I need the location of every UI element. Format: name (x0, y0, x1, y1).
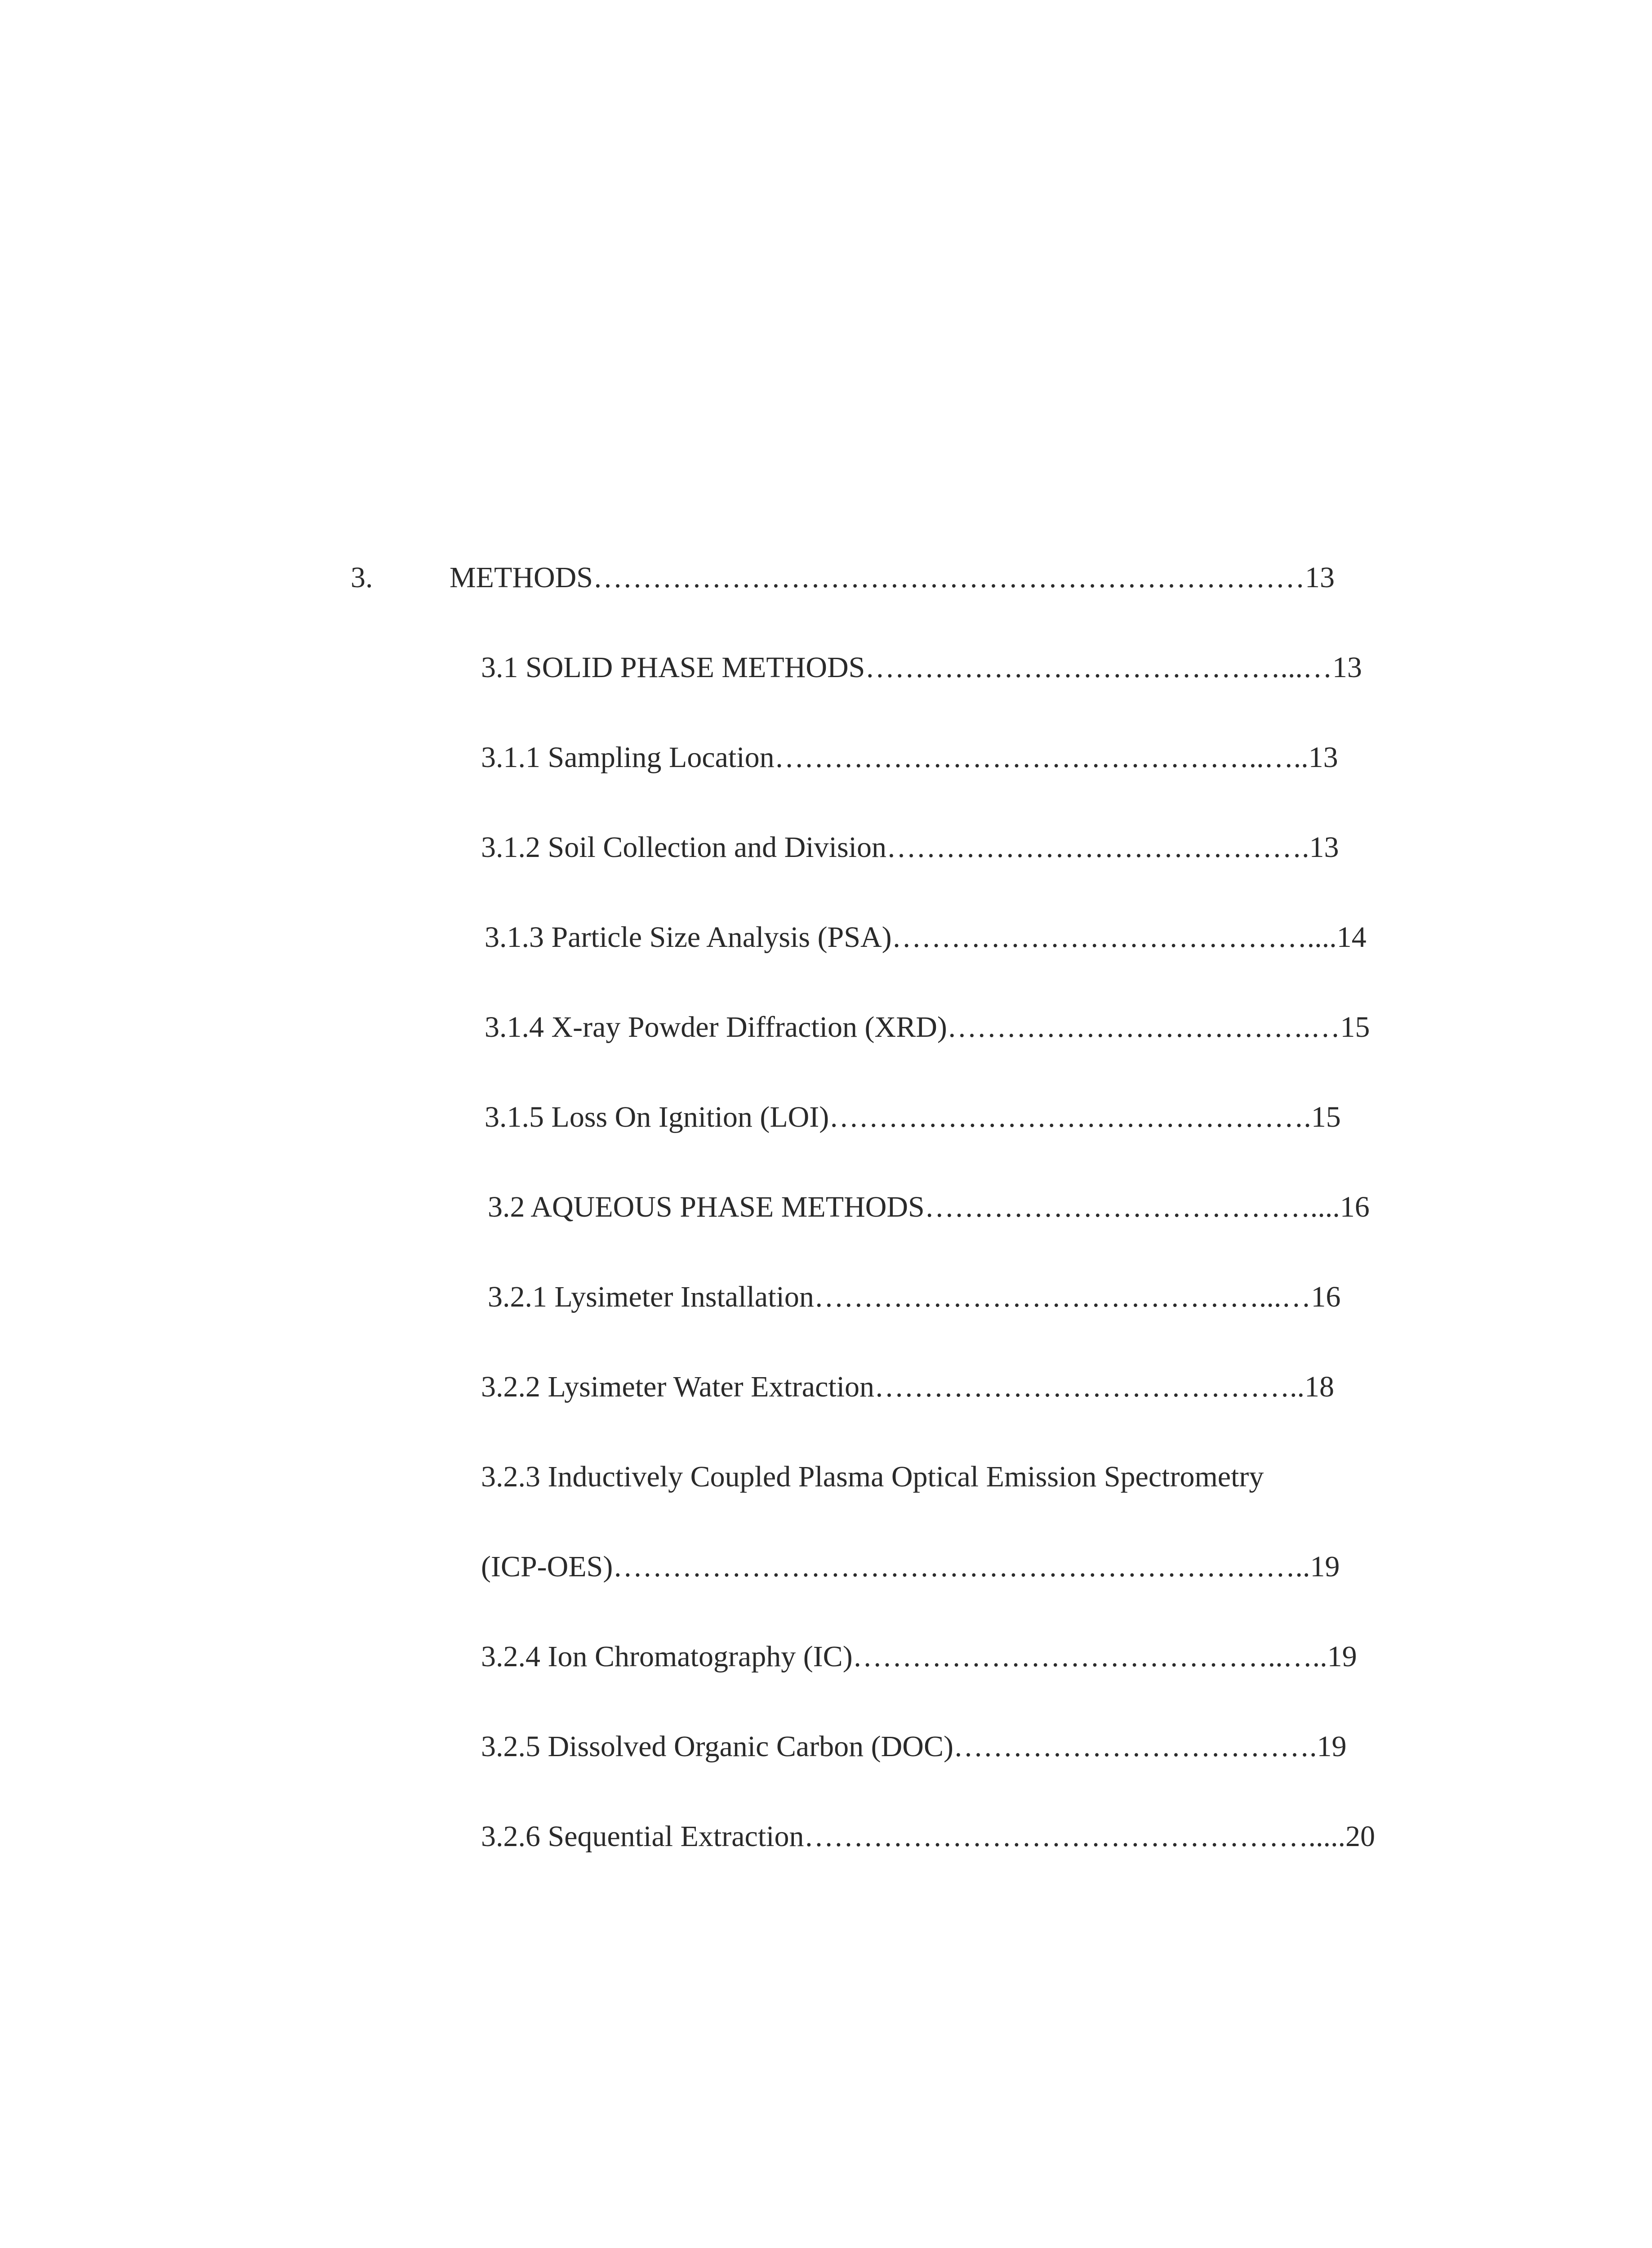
toc-chapter-title: METHODS………………………………………………………………13 (450, 561, 1335, 594)
toc-entry: 3.2.6 Sequential Extraction…………………………………………….....20 (481, 1820, 1375, 1853)
toc-entry: (ICP-OES)……………………………………………………………..19 (481, 1550, 1340, 1583)
toc-entry: 3.2.4 Ion Chromatography (IC)……………………………………..…..19 (481, 1640, 1357, 1673)
toc-entry: 3.1.1 Sampling Location…………………………………………..…..13 (481, 741, 1338, 774)
toc-entry: 3.2.1 Lysimeter Installation………………………………………...…16 (488, 1280, 1341, 1313)
toc-entry: 3.1.2 Soil Collection and Division…………………………………….13 (481, 831, 1339, 864)
toc-entry: 3.1 SOLID PHASE METHODS……………………………………...…13 (481, 651, 1362, 684)
toc-entry: 3.1.5 Loss On Ignition (LOI)………………………………………….15 (485, 1101, 1341, 1133)
toc-chapter-number: 3. (351, 561, 373, 594)
toc-entry: 3.1.4 X-ray Powder Diffraction (XRD)……………………………….…15 (485, 1011, 1370, 1044)
toc-entry: 3.2.3 Inductively Coupled Plasma Optical Emission Spectrometry (481, 1460, 1264, 1493)
toc-entry: 3.2 AQUEOUS PHASE METHODS…………………………………....16 (488, 1191, 1370, 1223)
toc-entry: 3.2.5 Dissolved Organic Carbon (DOC)……………………………….19 (481, 1730, 1347, 1763)
toc-entry: 3.2.2 Lysimeter Water Extraction……………………………………..18 (481, 1370, 1335, 1403)
toc-entry: 3.1.3 Particle Size Analysis (PSA)……………………………………....14 (485, 921, 1367, 954)
